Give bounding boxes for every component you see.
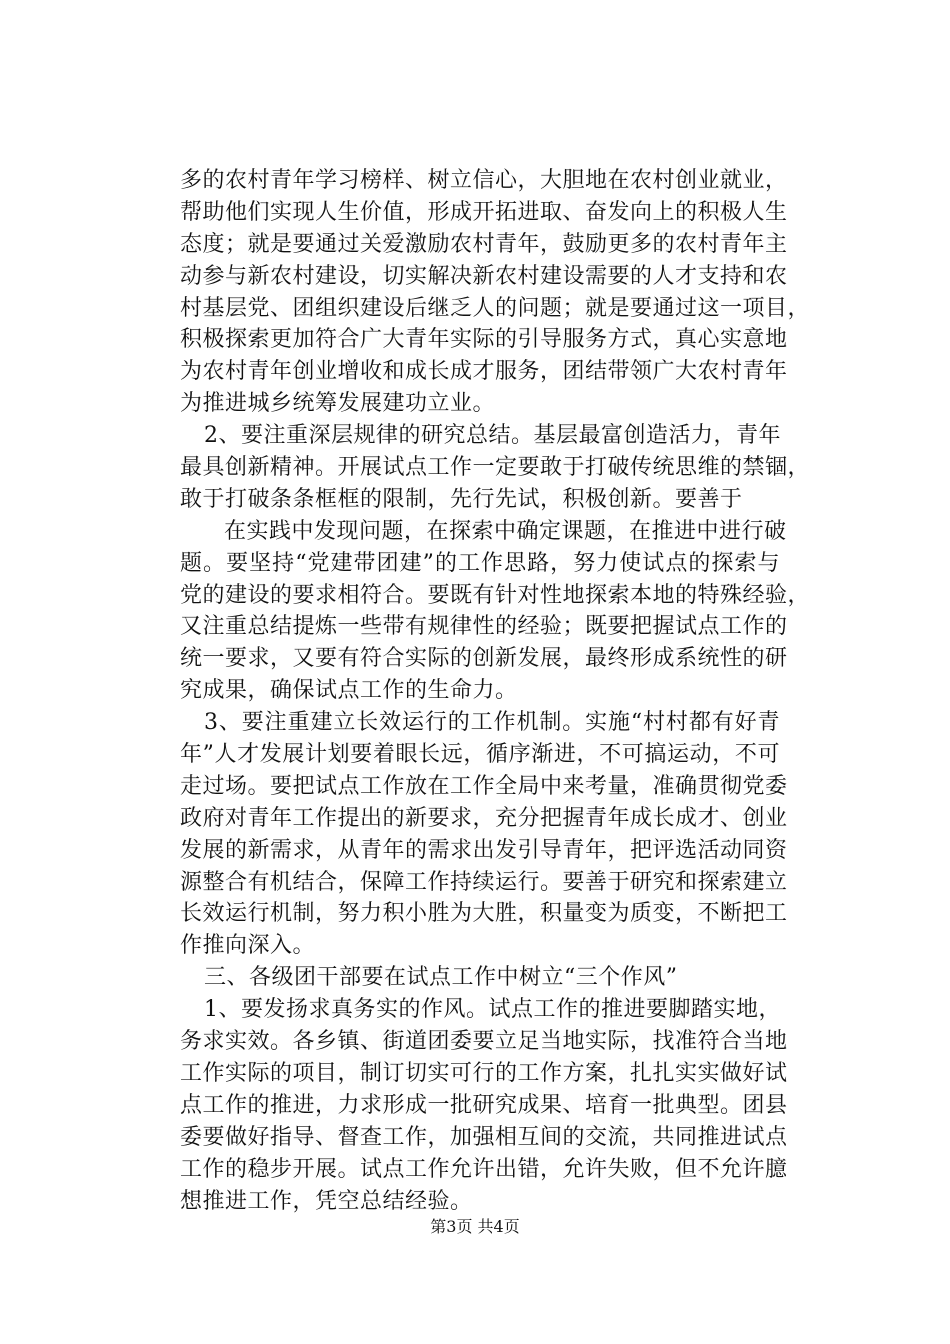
- text-line: 政府对青年工作提出的新要求，充分把握青年成长成才、创业: [180, 805, 788, 831]
- section-heading: 三、各级团干部要在试点工作中树立“三个作风”: [204, 965, 678, 991]
- page-number-footer: 第3页 共4页: [430, 1217, 520, 1236]
- text-line: 作推向深入。: [180, 933, 316, 959]
- text-line: 走过场。要把试点工作放在工作全局中来考量，准确贯彻党委: [180, 773, 788, 799]
- text-line: 态度；就是要通过关爱激励农村青年，鼓励更多的农村青年主: [180, 231, 788, 257]
- text-line: 最具创新精神。开展试点工作一定要敢于打破传统思维的禁锢，: [180, 455, 811, 481]
- text-line: 敢于打破条条框框的限制，先行先试，积极创新。要善于: [180, 486, 743, 512]
- text-line: 3、要注重建立长效运行的工作机制。实施“村村都有好青: [204, 710, 780, 736]
- text-line: 村基层党、团组织建设后继乏人的问题；就是要通过这一项目，: [180, 295, 811, 321]
- text-line: 统一要求，又要有符合实际的创新发展，最终形成系统性的研: [180, 646, 788, 672]
- text-line: 务求实效。各乡镇、街道团委要立足当地实际，找准符合当地: [180, 1029, 788, 1055]
- text-line: 委要做好指导、督查工作，加强相互间的交流，共同推进试点: [180, 1124, 788, 1150]
- text-line: 2、要注重深层规律的研究总结。基层最富创造活力，青年: [204, 423, 781, 449]
- text-line: 想推进工作，凭空总结经验。: [180, 1188, 473, 1214]
- text-line: 工作的稳步开展。试点工作允许出错，允许失败，但不允许臆: [180, 1156, 788, 1182]
- text-line: 1、要发扬求真务实的作风。试点工作的推进要脚踏实地，: [204, 997, 781, 1023]
- text-line: 年”人才发展计划要着眼长远，循序渐进，不可搞运动，不可: [180, 742, 780, 768]
- text-line: 工作实际的项目，制订切实可行的工作方案，扎扎实实做好试: [180, 1060, 788, 1086]
- text-line: 动参与新农村建设，切实解决新农村建设需要的人才支持和农: [180, 263, 788, 289]
- text-line: 又注重总结提炼一些带有规律性的经验；既要把握试点工作的: [180, 614, 788, 640]
- text-line: 为推进城乡统筹发展建功立业。: [180, 391, 496, 417]
- text-line: 在实践中发现问题，在探索中确定课题，在推进中进行破: [224, 518, 787, 544]
- text-line: 多的农村青年学习榜样、树立信心，大胆地在农村创业就业，: [180, 168, 788, 193]
- text-line: 长效运行机制，努力积小胜为大胜，积量变为质变，不断把工: [180, 901, 788, 927]
- text-line: 源整合有机结合，保障工作持续运行。要善于研究和探索建立: [180, 869, 788, 895]
- text-line: 题。要坚持“党建带团建”的工作思路，努力使试点的探索与: [180, 550, 780, 576]
- body-text: [180, 165, 811, 1217]
- text-line: 帮助他们实现人生价值，形成开拓进取、奋发向上的积极人生: [180, 199, 788, 225]
- text-line: 党的建设的要求相符合。要既有针对性地探索本地的特殊经验，: [180, 582, 811, 608]
- text-line: 究成果，确保试点工作的生命力。: [180, 678, 518, 704]
- text-line: 为农村青年创业增收和成长成才服务，团结带领广大农村青年: [180, 359, 788, 385]
- text-line: 点工作的推进，力求形成一批研究成果、培育一批典型。团县: [180, 1092, 788, 1118]
- text-line: 发展的新需求，从青年的需求出发引导青年，把评选活动同资: [180, 837, 788, 863]
- text-line: 积极探索更加符合广大青年实际的引导服务方式，真心实意地: [180, 327, 788, 353]
